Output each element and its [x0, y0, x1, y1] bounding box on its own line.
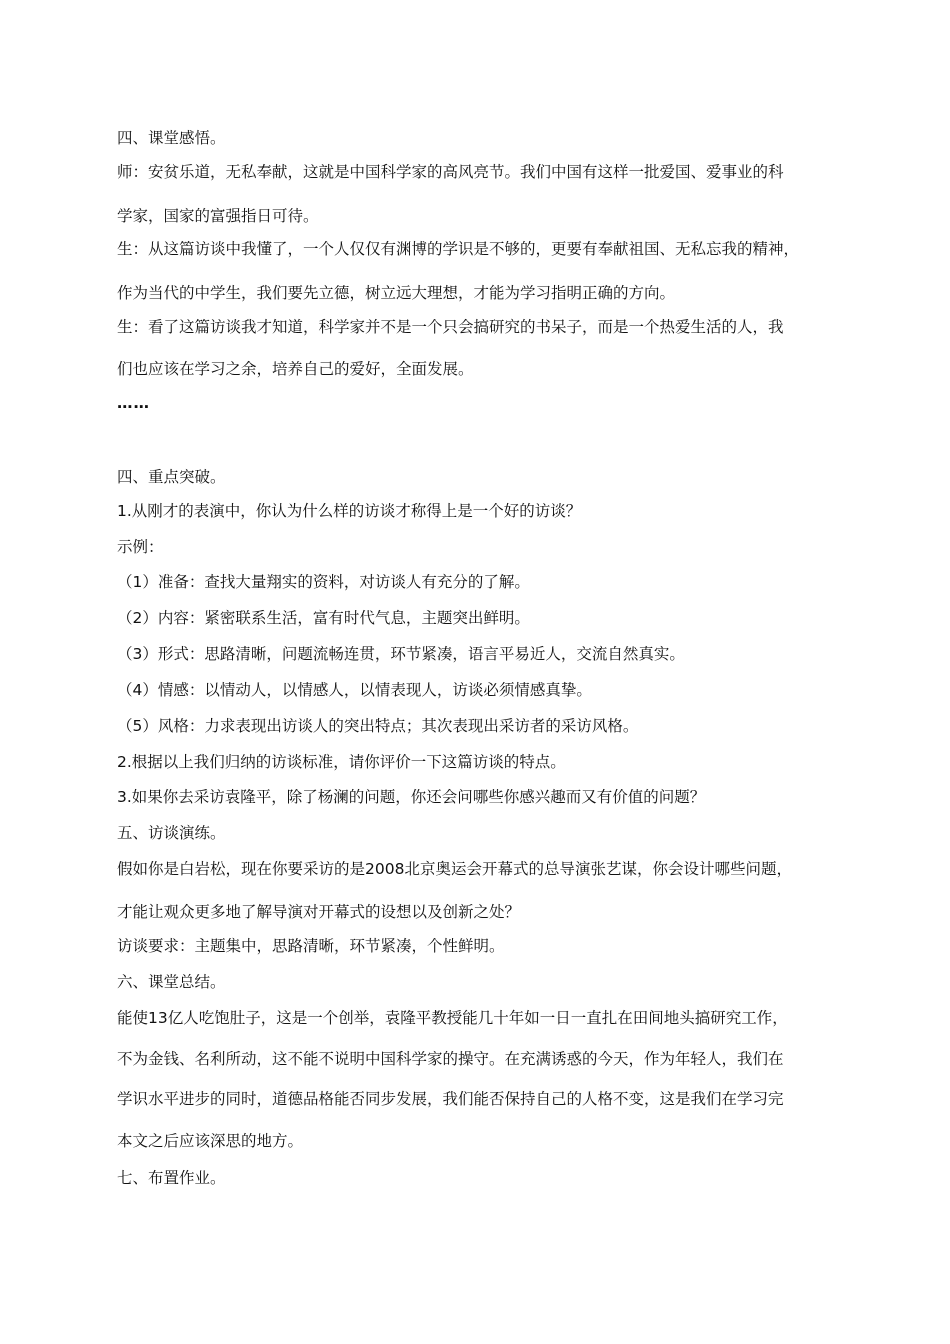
question-line: 2.根据以上我们归纳的访谈标准，请你评价一下这篇访谈的特点。 — [117, 753, 566, 771]
example-label: 示例： — [117, 538, 164, 556]
paragraph-line: 假如你是白岩松，现在你要采访的是2008北京奥运会开幕式的总导演张艺谋，你会设计哪些问题， — [117, 860, 792, 878]
list-item: （5）风格：力求表现出访谈人的突出特点；其次表现出采访者的采访风格。 — [117, 717, 639, 735]
section-heading-key-breakthrough: 四、重点突破。 — [117, 468, 226, 486]
paragraph-line: 师：安贫乐道，无私奉献，这就是中国科学家的高风亮节。我们中国有这样一批爱国、爱事业的科 — [117, 163, 784, 181]
paragraph-line: 们也应该在学习之余，培养自己的爱好，全面发展。 — [117, 360, 474, 378]
paragraph-line: 生：看了这篇访谈我才知道，科学家并不是一个只会搞研究的书呆子，而是一个热爱生活的人，我 — [117, 318, 784, 336]
paragraph-line: 学识水平进步的同时，道德品格能否同步发展，我们能否保持自己的人格不变，这是我们在学习完 — [117, 1090, 784, 1108]
list-item: （3）形式：思路清晰，问题流畅连贯，环节紧凑，语言平易近人，交流自然真实。 — [117, 645, 685, 663]
list-item: （1）准备：查找大量翔实的资料，对访谈人有充分的了解。 — [117, 573, 530, 591]
list-item: （4）情感：以情动人，以情感人，以情表现人，访谈必须情感真挚。 — [117, 681, 592, 699]
question-line: 1.从刚才的表演中，你认为什么样的访谈才称得上是一个好的访谈？ — [117, 502, 582, 520]
paragraph-line: 访谈要求：主题集中，思路清晰，环节紧凑，个性鲜明。 — [117, 937, 505, 955]
section-heading-classroom-insight: 四、课堂感悟。 — [117, 129, 226, 147]
section-heading-interview-practice: 五、访谈演练。 — [117, 824, 226, 842]
paragraph-line: 才能让观众更多地了解导演对开幕式的设想以及创新之处？ — [117, 903, 521, 921]
list-item: （2）内容：紧密联系生活，富有时代气息，主题突出鲜明。 — [117, 609, 530, 627]
ellipsis-line: …… — [117, 394, 150, 412]
paragraph-line: 学家，国家的富强指日可待。 — [117, 207, 319, 225]
paragraph-line: 生：从这篇访谈中我懂了，一个人仅仅有渊博的学识是不够的，更要有奉献祖国、无私忘我的精神， — [117, 240, 800, 258]
paragraph-line: 不为金钱、名利所动，这不能不说明中国科学家的操守。在充满诱惑的今天，作为年轻人，我们在 — [117, 1050, 784, 1068]
section-heading-homework: 七、布置作业。 — [117, 1169, 226, 1187]
paragraph-line: 作为当代的中学生，我们要先立德，树立远大理想，才能为学习指明正确的方向。 — [117, 284, 676, 302]
section-heading-class-summary: 六、课堂总结。 — [117, 973, 226, 991]
paragraph-line: 本文之后应该深思的地方。 — [117, 1132, 304, 1150]
paragraph-line: 能使13亿人吃饱肚子，这是一个创举，袁隆平教授能几十年如一日一直扎在田间地头搞研究工作， — [117, 1009, 788, 1027]
question-line: 3.如果你去采访袁隆平，除了杨澜的问题，你还会问哪些你感兴趣而又有价值的问题？ — [117, 788, 706, 806]
